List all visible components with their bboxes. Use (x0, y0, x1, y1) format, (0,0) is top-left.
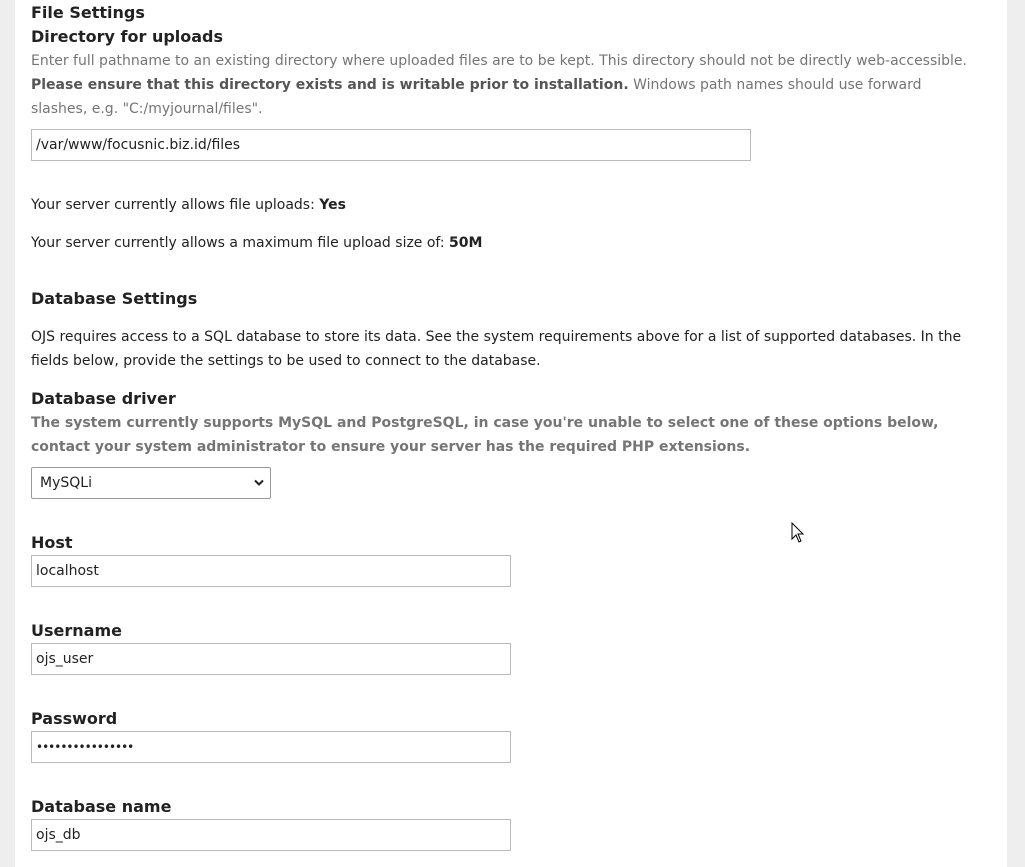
max-upload-size-line (31, 231, 482, 255)
password-label: Password (31, 709, 118, 728)
database-name-input[interactable]: ojs_db (31, 819, 511, 851)
uploads-allowed-text: Your server currently allows file uploads: (31, 197, 315, 213)
max-upload-size-text: Your server currently allows a maximum file upload size of: (31, 235, 445, 251)
password-input[interactable]: •••••••••••••••• (31, 731, 511, 763)
uploads-allowed-line (31, 193, 346, 217)
directory-for-uploads-label: Directory for uploads (31, 27, 224, 46)
database-name-label: Database name (31, 797, 172, 816)
directory-desc-bold: Please ensure that this directory exists and is writable prior to installation. (31, 77, 629, 93)
username-label: Username (31, 621, 122, 640)
database-driver-label: Database driver (31, 389, 176, 408)
username-input[interactable]: ojs_user (31, 643, 511, 675)
database-driver-description: The system currently supports MySQL and PostgreSQL, in case you're unable to select one of these options below, contact your system administrator to ensure your server has the required PHP extensions. (31, 415, 939, 455)
database-driver-selected: MySQLi (40, 475, 92, 491)
uploads-allowed-value: Yes (319, 197, 346, 213)
host-input[interactable]: localhost (31, 555, 511, 587)
directory-desc-part2: Windows path names should use forward slashes, e.g. "C:/myjournal/files". (31, 77, 922, 117)
file-settings-heading: File Settings (31, 3, 145, 22)
max-upload-size-value: 50M (449, 235, 483, 251)
chevron-down-icon (254, 479, 264, 487)
directory-description (31, 49, 981, 121)
database-intro: OJS requires access to a SQL database to store its data. See the system requirements above for a list of supported databases. In the fields below, provide the settings to be used to connect to the database. (31, 329, 962, 369)
directory-input[interactable]: /var/www/focusnic.biz.id/files (31, 129, 751, 161)
installation-form-panel (15, 0, 1007, 867)
database-driver-select[interactable] (31, 467, 271, 499)
directory-desc-part1: Enter full pathname to an existing directory where uploaded files are to be kept. This directory should not be directly web-accessible. (31, 53, 967, 69)
host-label: Host (31, 533, 73, 552)
database-settings-heading: Database Settings (31, 289, 198, 308)
mouse-pointer-icon (791, 522, 805, 544)
